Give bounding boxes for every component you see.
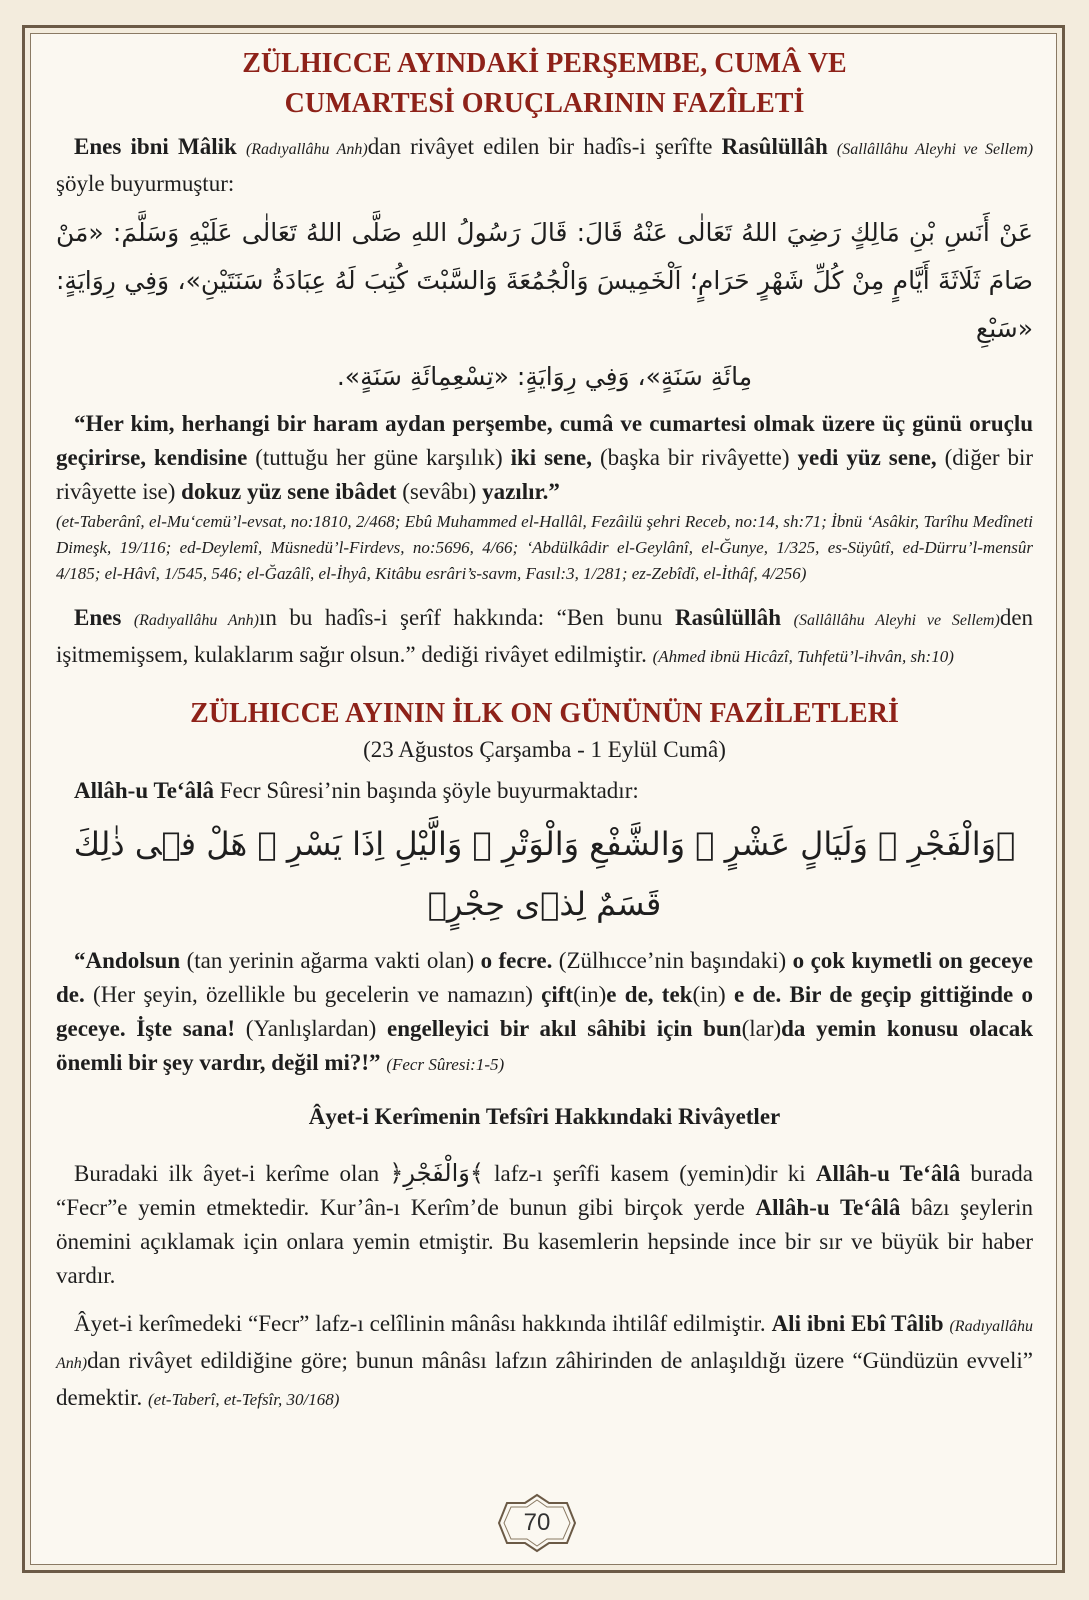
ayah-tr-note-2: (Zülhıcce’nin başındaki) [558, 948, 787, 973]
ayah-tr-source: (Fecr Sûresi:1-5) [386, 1055, 505, 1074]
enes-honorific: (Radıyallâhu Anh) [133, 612, 259, 629]
ayah-tr-bold-5: e de, tek [606, 982, 693, 1007]
ayah-tr-note-1: (tan yerinin ağarma vakti olan) [186, 948, 475, 973]
section2-title: ZÜLHICCE AYININ İLK ON GÜNÜNÜN FAZİLETLERİ [190, 698, 899, 729]
para1-text2: lafz-ı şerîfi kasem (yemin)dir ki [494, 1161, 806, 1186]
enes-text2: den işitmemişsem, kulaklarım sağır olsun.” dediği rivâyet edilmiştir. [56, 605, 1034, 667]
intro-text1: dan rivâyet edilen bir hadîs-i şerîfte [367, 134, 713, 159]
para2-bold1: Ali ibni Ebî Tâlib [771, 1311, 944, 1336]
page-content [56, 44, 1033, 1417]
para1-text3: burada “Fecr”e yemin etmektedir. Kur’ân-ı Kerîm’de bunun gibi birçok yerde [56, 1161, 1033, 1220]
fecr-ayah [56, 814, 1033, 934]
section2-intro-text: Fecr Sûresi’nin başında şöyle buyurmaktadır: [219, 778, 639, 803]
tefsir-subheading: Âyet-i Kerîmenin Tefsîri Hakkındaki Rivâyetler [308, 1104, 781, 1129]
tefsir-paragraph-1 [56, 1156, 1033, 1293]
section1-title-line2: CUMARTESİ ORUÇLARININ FAZÎLETİ [284, 88, 805, 119]
prophet-honorific: (Sallâllâhu Aleyhi ve Sellem) [836, 141, 1034, 158]
para1-bold1: Allâh-u Te‘âlâ [815, 1161, 961, 1186]
enes-prophet: Rasûlüllâh [674, 605, 782, 630]
translation-note-3: (diğer bir rivâyette ise) [56, 445, 1034, 504]
intro-paragraph [56, 130, 1033, 201]
ayah-tr-bold-6: e de. Bir de geçip gittiğinde o geceye. İşte sana! [56, 982, 1034, 1041]
translation-note-2: (başka bir rivâyette) [599, 445, 790, 470]
enes-text1: ın bu hadîs-i şerîf hakkında: “Ben bunu [258, 605, 663, 630]
para1-arabic: ﴿وَالْفَجْرِ﴾ [389, 1159, 484, 1187]
translation-bold-4: dokuz yüz sene ibâdet [181, 479, 397, 504]
ayah-tr-bold-2: o fecre. [480, 948, 553, 973]
ayah-tr-note-7: (lar) [741, 1016, 782, 1041]
ayah-tr-bold-7: engelleyici bir akıl sâhibi için bun [387, 1016, 742, 1041]
narrator-name: Enes ibni Mâlik [74, 134, 237, 159]
section2-intro-bold: Allâh-u Te‘âlâ [74, 778, 214, 803]
page-number: 70 [523, 1509, 551, 1536]
prophet-name: Rasûlüllâh [721, 134, 828, 159]
fecr-ayah-line1: ﴿وَالْفَجْرِ ۞ وَلَيَالٍ عَشْرٍ ۞ وَالشَّفْعِ وَالْوَتْرِ ۞ وَالَّيْلِ اِذَا يَسْرِ ۞ هَلْ فٖى ذٰلِكَ [73, 825, 1016, 863]
ayah-tr-bold-1: “Andolsun [74, 948, 181, 973]
ayah-tr-note-3: (Her şeyin, özellikle bu gecelerin ve namazın) [93, 982, 533, 1007]
para2-source: (et-Taberî, et-Tefsîr, 30/168) [147, 1390, 340, 1409]
translation-bold-2: iki sene, [510, 445, 593, 470]
ayah-tr-bold-3: o çok kıymetli on geceye de. [56, 948, 1034, 1007]
para2-honorific: (Radıyallâhu Anh) [56, 1318, 1034, 1372]
translation-note-1: (tuttuğu her güne karşılık) [255, 445, 503, 470]
translation-bold-1: “Her kim, herhangi bir haram aydan perşembe, cumâ ve cumartesi olmak üzere üç günü oruçlu geçirirse, kendisine [56, 411, 1033, 470]
ayah-tr-bold-8: da yemin konusu olacak önemli bir şey vardır, değil mi?!” [56, 1016, 1034, 1075]
para1-text4: bâzı şeylerin önemini açıklamak için onlara yemin etmiştir. Bu kasemlerin hepsinde ince bir sır ve büyük bir haber vardır. [56, 1195, 1033, 1288]
ayah-tr-bold-4: çift [541, 982, 574, 1007]
para1-text1: Buradaki ilk âyet-i kerîme olan [74, 1161, 380, 1186]
section1-title [56, 44, 1033, 124]
enes-source: (Ahmed ibnü Hicâzî, Tuhfetü’l-ihvân, sh:10) [652, 647, 954, 666]
enes-name: Enes [74, 605, 122, 630]
enes-paragraph [56, 601, 1033, 674]
arabic-hadith-main: عَنْ أَنَسِ بْنِ مَالِكٍ رَضِيَ اللهُ تَعَالٰى عَنْهُ قَالَ: قَالَ رَسُولُ اللهِ صَلَّى اللهُ تَعَالٰى عَلَيْهِ وَسَلَّمَ: «مَنْ صَامَ ثَلَاثَةَ أَيَّامٍ مِنْ كُلِّ شَهْرٍ حَرَامٍ؛ اَلْخَمِيسَ وَالْجُمُعَةَ وَالسَّبْتَ كُتِبَ لَهُ عِبَادَةُ سَنَتَيْنِ»، وَفِي رِوَايَةٍ: «سَبْعِ [56, 218, 1033, 343]
tefsir-paragraph-2 [56, 1307, 1033, 1417]
arabic-hadith [56, 209, 1033, 401]
ayah-tr-note-5: (in) [692, 982, 726, 1007]
section2-intro [56, 774, 1033, 808]
para2-text1: Âyet-i kerîmedeki “Fecr” lafz-ı celîlinin mânâsı hakkında ihtilâf edilmiştir. [74, 1311, 766, 1336]
ayah-tr-note-6: (Yanlışlardan) [245, 1016, 377, 1041]
ayah-translation [56, 944, 1033, 1082]
para1-bold2: Allâh-u Te‘âlâ [755, 1195, 901, 1220]
translation-bold-3: yedi yüz sene, [797, 445, 937, 470]
section2-dates: (23 Ağustos Çarşamba - 1 Eylül Cumâ) [363, 737, 726, 762]
para2-text2: dan rivâyet edildiğine göre; bunun mânâsı lafzın zâhirinden de anlaşıldığı üzere “Gündüzün evveli” demektir. [56, 1348, 1033, 1410]
translation-bold-5: yazılır.” [482, 479, 560, 504]
arabic-hadith-end: مِائَةِ سَنَةٍ»، وَفِي رِوَايَةٍ: «تِسْعِمِائَةِ سَنَةٍ». [336, 362, 753, 391]
section1-title-line1: ZÜLHICCE AYINDAKİ PERŞEMBE, CUMÂ VE [242, 48, 847, 79]
hadith-sources: (et-Taberânî, el-Mu‘cemü’l-evsat, no:1810, 2/468; Ebû Muhammed el-Hallâl, Fezâilü şehri Receb, no:14, sh:71; İbnü ‘Asâkir, Tarîhu Medîneti Dimeşk, 19/116; ed-Deylemî, Müsnedü’l-Firdevs, no:5696, 4/66; ‘Abdülkâdir el-Geylânî, el-Ğunye, 1/325, es-Süyûtî, ed-Dürru’l-mensûr 4/185; el-Hâvî, 1/545, 546; el-Ğazâlî, el-İhyâ, Kitâbu esrâri’s-savm, Fasıl:3, 1/281; ez-Zebîdî, el-İthâf, 4/256) [56, 512, 1033, 583]
hadith-translation [56, 407, 1033, 509]
enes-prophet-honorific: (Sallâllâhu Aleyhi ve Sellem) [793, 612, 1000, 629]
page-number-badge [497, 1493, 577, 1553]
narrator-honorific: (Radıyallâhu Anh) [245, 141, 368, 158]
intro-text2: şöyle buyurmuştur: [56, 171, 235, 196]
translation-note-4: (sevâbı) [402, 479, 477, 504]
ayah-tr-note-4: (in) [573, 982, 607, 1007]
fecr-ayah-line2: قَسَمٌ لِذٖى حِجْرٍ﴾ [427, 885, 662, 923]
